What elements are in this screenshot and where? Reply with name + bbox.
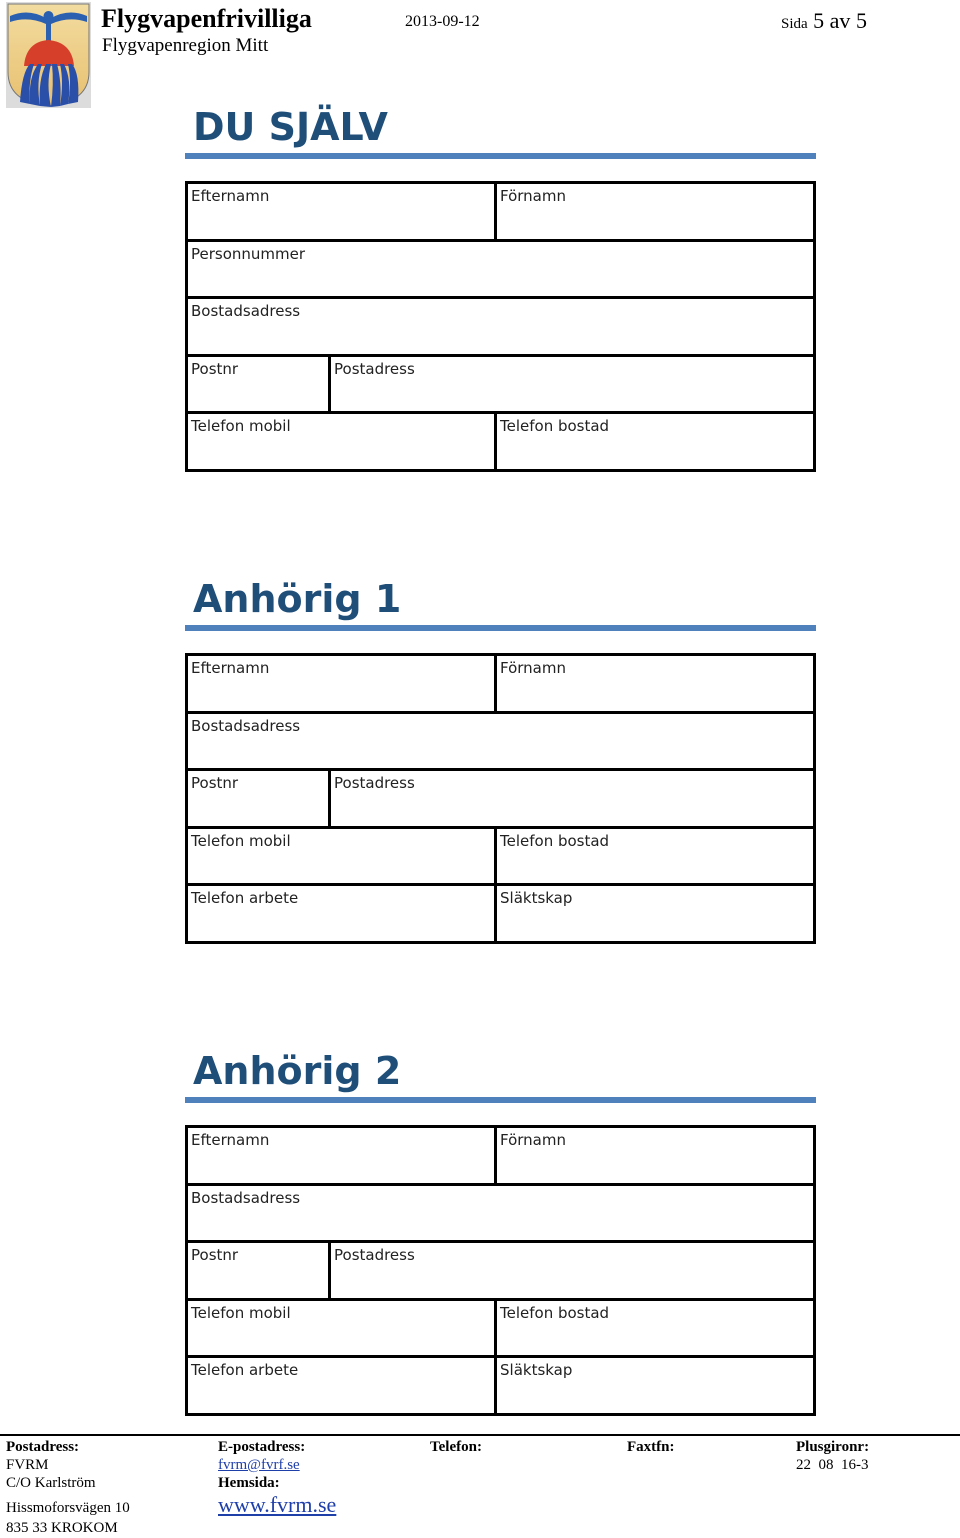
field-label: Telefon bostad bbox=[500, 831, 610, 850]
field-fornamn[interactable] bbox=[494, 1128, 813, 1183]
form-relative1 bbox=[185, 653, 816, 944]
field-bostadsadress[interactable] bbox=[188, 299, 813, 354]
field-postnr[interactable] bbox=[188, 1243, 328, 1298]
document-date: 2013-09-12 bbox=[405, 13, 480, 30]
footer-postadress-line: FVRM bbox=[6, 1457, 49, 1473]
field-telefon-bostad[interactable] bbox=[494, 829, 813, 884]
field-bostadsadress[interactable] bbox=[188, 1186, 813, 1241]
section-rule-self bbox=[185, 153, 816, 159]
field-label: Släktskap bbox=[500, 1361, 573, 1380]
field-postnr[interactable] bbox=[188, 357, 328, 412]
field-telefon-mobil[interactable] bbox=[188, 414, 494, 472]
org-region: Flygvapenregion Mitt bbox=[102, 35, 269, 56]
page-of: av bbox=[829, 8, 851, 33]
page-number bbox=[781, 8, 867, 37]
field-label: Postadress bbox=[334, 359, 415, 378]
section-title-relative1: Anhörig 1 bbox=[193, 577, 402, 621]
footer-telefon bbox=[430, 1438, 482, 1456]
field-label: Telefon bostad bbox=[500, 417, 610, 436]
footer-telefon-label: Telefon: bbox=[430, 1439, 482, 1455]
field-label: Efternamn bbox=[191, 659, 270, 677]
field-label: Telefon mobil bbox=[191, 417, 291, 436]
section-rule-relative2 bbox=[185, 1097, 816, 1103]
field-telefon-mobil[interactable] bbox=[188, 829, 494, 884]
footer-plusgiro-label: Plusgironr: bbox=[796, 1439, 870, 1455]
field-label: Förnamn bbox=[500, 659, 566, 677]
field-fornamn[interactable] bbox=[494, 656, 813, 711]
footer-postadress-line: Hissmoforsvägen 10 bbox=[6, 1500, 130, 1516]
field-telefon-bostad[interactable] bbox=[494, 414, 813, 472]
field-bostadsadress[interactable] bbox=[188, 714, 813, 769]
page-current: 5 bbox=[813, 8, 825, 33]
field-label: Telefon mobil bbox=[191, 1303, 291, 1322]
field-telefon-mobil[interactable] bbox=[188, 1301, 494, 1356]
field-label: Telefon arbete bbox=[191, 1361, 299, 1380]
field-telefon-bostad[interactable] bbox=[494, 1301, 813, 1356]
section-title-relative2: Anhörig 2 bbox=[193, 1049, 402, 1093]
field-efternamn[interactable] bbox=[188, 1128, 494, 1183]
field-slaktskap[interactable] bbox=[494, 886, 813, 944]
field-label: Personnummer bbox=[191, 244, 306, 263]
section-title-self: DU SJÄLV bbox=[193, 105, 388, 149]
field-label: Postnr bbox=[191, 774, 239, 793]
field-label: Förnamn bbox=[500, 1131, 566, 1149]
page-total: 5 bbox=[855, 8, 867, 33]
section-rule-relative1 bbox=[185, 625, 816, 631]
field-postadress[interactable] bbox=[328, 357, 813, 412]
footer-postadress bbox=[6, 1438, 130, 1537]
field-postnr[interactable] bbox=[188, 771, 328, 826]
field-label: Postnr bbox=[191, 359, 239, 378]
field-fornamn[interactable] bbox=[494, 184, 813, 239]
field-label: Bostadsadress bbox=[191, 1188, 301, 1207]
field-label: Släktskap bbox=[500, 889, 573, 908]
form-self bbox=[185, 181, 816, 472]
form-relative2 bbox=[185, 1125, 816, 1416]
footer-plusgiro bbox=[796, 1438, 869, 1474]
footer-faxtfn-label: Faxtfn: bbox=[627, 1439, 675, 1455]
footer-epost-label: E-postadress: bbox=[218, 1439, 306, 1455]
field-label: Postnr bbox=[191, 1246, 239, 1265]
page-prefix: Sida bbox=[781, 16, 808, 32]
footer-rule bbox=[0, 1434, 960, 1436]
field-postadress[interactable] bbox=[328, 771, 813, 826]
field-slaktskap[interactable] bbox=[494, 1358, 813, 1416]
footer-faxtfn bbox=[627, 1438, 675, 1456]
field-personnummer[interactable] bbox=[188, 242, 813, 297]
footer-contact bbox=[218, 1438, 336, 1518]
footer-hemsida-label: Hemsida: bbox=[218, 1475, 280, 1491]
field-label: Förnamn bbox=[500, 187, 566, 205]
field-label: Efternamn bbox=[191, 1131, 270, 1149]
field-label: Postadress bbox=[334, 1246, 415, 1265]
field-label: Bostadsadress bbox=[191, 302, 301, 321]
website-link[interactable]: www.fvrm.se bbox=[218, 1492, 337, 1517]
footer-postadress-line: 835 33 KROKOM bbox=[6, 1520, 118, 1536]
footer-postadress-line: C/O Karlström bbox=[6, 1475, 96, 1491]
field-telefon-arbete[interactable] bbox=[188, 886, 494, 944]
org-name: Flygvapenfrivilliga bbox=[101, 4, 312, 33]
coat-of-arms-logo-icon bbox=[6, 2, 91, 108]
field-efternamn[interactable] bbox=[188, 184, 494, 239]
field-postadress[interactable] bbox=[328, 1243, 813, 1298]
field-label: Telefon bostad bbox=[500, 1303, 610, 1322]
field-telefon-arbete[interactable] bbox=[188, 1358, 494, 1416]
field-label: Telefon mobil bbox=[191, 831, 291, 850]
field-efternamn[interactable] bbox=[188, 656, 494, 711]
email-link[interactable]: fvrm@fvrf.se bbox=[218, 1457, 300, 1473]
field-label: Postadress bbox=[334, 774, 415, 793]
field-label: Telefon arbete bbox=[191, 889, 299, 908]
field-label: Efternamn bbox=[191, 187, 270, 205]
field-label: Bostadsadress bbox=[191, 716, 301, 735]
footer-plusgiro-value: 22 08 16-3 bbox=[796, 1457, 869, 1473]
footer-postadress-label: Postadress: bbox=[6, 1439, 80, 1455]
